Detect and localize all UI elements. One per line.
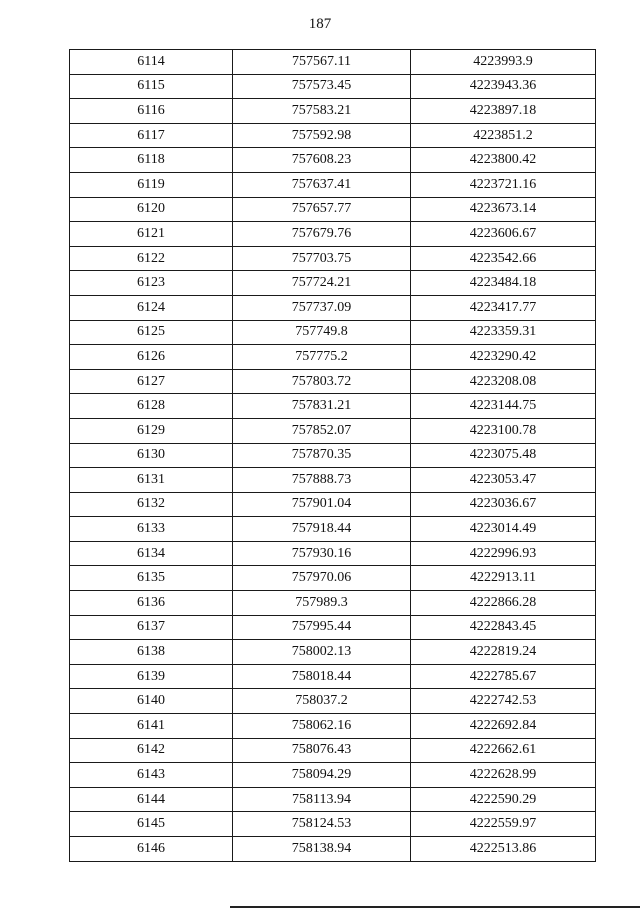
x-coordinate-cell: 757930.16 — [233, 541, 411, 566]
bottom-rule — [230, 906, 640, 908]
x-coordinate-cell: 758138.94 — [233, 837, 411, 862]
point-number-cell: 6142 — [70, 738, 233, 763]
x-coordinate-cell: 757803.72 — [233, 369, 411, 394]
y-coordinate-cell: 4222662.61 — [411, 738, 596, 763]
table-row — [70, 369, 596, 394]
y-coordinate-cell: 4223606.67 — [411, 222, 596, 247]
coordinate-table-body — [70, 50, 596, 862]
y-coordinate-cell: 4222819.24 — [411, 640, 596, 665]
point-number-cell: 6114 — [70, 50, 233, 75]
point-number-cell: 6143 — [70, 763, 233, 788]
x-coordinate-cell: 757870.35 — [233, 443, 411, 468]
x-coordinate-cell: 757637.41 — [233, 172, 411, 197]
table-row — [70, 517, 596, 542]
y-coordinate-cell: 4223943.36 — [411, 74, 596, 99]
point-number-cell: 6129 — [70, 418, 233, 443]
y-coordinate-cell: 4222513.86 — [411, 837, 596, 862]
y-coordinate-cell: 4222913.11 — [411, 566, 596, 591]
point-number-cell: 6146 — [70, 837, 233, 862]
y-coordinate-cell: 4222628.99 — [411, 763, 596, 788]
table-row — [70, 246, 596, 271]
y-coordinate-cell: 4223484.18 — [411, 271, 596, 296]
point-number-cell: 6144 — [70, 787, 233, 812]
table-row — [70, 418, 596, 443]
x-coordinate-cell: 757567.11 — [233, 50, 411, 75]
coordinate-table — [69, 49, 596, 862]
y-coordinate-cell: 4223359.31 — [411, 320, 596, 345]
y-coordinate-cell: 4223897.18 — [411, 99, 596, 124]
table-row — [70, 345, 596, 370]
point-number-cell: 6136 — [70, 591, 233, 616]
x-coordinate-cell: 757737.09 — [233, 295, 411, 320]
y-coordinate-cell: 4223417.77 — [411, 295, 596, 320]
x-coordinate-cell: 758094.29 — [233, 763, 411, 788]
y-coordinate-cell: 4223542.66 — [411, 246, 596, 271]
table-row — [70, 664, 596, 689]
table-row — [70, 123, 596, 148]
y-coordinate-cell: 4222742.53 — [411, 689, 596, 714]
table-row — [70, 787, 596, 812]
table-row — [70, 468, 596, 493]
point-number-cell: 6132 — [70, 492, 233, 517]
x-coordinate-cell: 757989.3 — [233, 591, 411, 616]
table-row — [70, 197, 596, 222]
point-number-cell: 6125 — [70, 320, 233, 345]
x-coordinate-cell: 757831.21 — [233, 394, 411, 419]
y-coordinate-cell: 4223673.14 — [411, 197, 596, 222]
point-number-cell: 6133 — [70, 517, 233, 542]
x-coordinate-cell: 757583.21 — [233, 99, 411, 124]
table-row — [70, 394, 596, 419]
x-coordinate-cell: 757970.06 — [233, 566, 411, 591]
table-row — [70, 640, 596, 665]
point-number-cell: 6130 — [70, 443, 233, 468]
point-number-cell: 6120 — [70, 197, 233, 222]
x-coordinate-cell: 757657.77 — [233, 197, 411, 222]
x-coordinate-cell: 757608.23 — [233, 148, 411, 173]
x-coordinate-cell: 757724.21 — [233, 271, 411, 296]
x-coordinate-cell: 757703.75 — [233, 246, 411, 271]
y-coordinate-cell: 4223993.9 — [411, 50, 596, 75]
point-number-cell: 6135 — [70, 566, 233, 591]
y-coordinate-cell: 4223290.42 — [411, 345, 596, 370]
x-coordinate-cell: 757995.44 — [233, 615, 411, 640]
y-coordinate-cell: 4223851.2 — [411, 123, 596, 148]
x-coordinate-cell: 758113.94 — [233, 787, 411, 812]
y-coordinate-cell: 4223053.47 — [411, 468, 596, 493]
x-coordinate-cell: 758124.53 — [233, 812, 411, 837]
x-coordinate-cell: 758018.44 — [233, 664, 411, 689]
x-coordinate-cell: 758062.16 — [233, 714, 411, 739]
y-coordinate-cell: 4222785.67 — [411, 664, 596, 689]
table-row — [70, 492, 596, 517]
y-coordinate-cell: 4222843.45 — [411, 615, 596, 640]
x-coordinate-cell: 757888.73 — [233, 468, 411, 493]
x-coordinate-cell: 757573.45 — [233, 74, 411, 99]
table-row — [70, 295, 596, 320]
point-number-cell: 6123 — [70, 271, 233, 296]
y-coordinate-cell: 4223100.78 — [411, 418, 596, 443]
y-coordinate-cell: 4223036.67 — [411, 492, 596, 517]
x-coordinate-cell: 758076.43 — [233, 738, 411, 763]
y-coordinate-cell: 4223208.08 — [411, 369, 596, 394]
point-number-cell: 6138 — [70, 640, 233, 665]
table-row — [70, 812, 596, 837]
table-row — [70, 271, 596, 296]
point-number-cell: 6124 — [70, 295, 233, 320]
table-row — [70, 99, 596, 124]
y-coordinate-cell: 4222559.97 — [411, 812, 596, 837]
x-coordinate-cell: 758037.2 — [233, 689, 411, 714]
point-number-cell: 6141 — [70, 714, 233, 739]
x-coordinate-cell: 757749.8 — [233, 320, 411, 345]
point-number-cell: 6118 — [70, 148, 233, 173]
table-row — [70, 222, 596, 247]
point-number-cell: 6122 — [70, 246, 233, 271]
y-coordinate-cell: 4223014.49 — [411, 517, 596, 542]
y-coordinate-cell: 4222590.29 — [411, 787, 596, 812]
table-row — [70, 591, 596, 616]
point-number-cell: 6140 — [70, 689, 233, 714]
y-coordinate-cell: 4223144.75 — [411, 394, 596, 419]
point-number-cell: 6131 — [70, 468, 233, 493]
table-row — [70, 615, 596, 640]
table-row — [70, 738, 596, 763]
point-number-cell: 6121 — [70, 222, 233, 247]
point-number-cell: 6128 — [70, 394, 233, 419]
y-coordinate-cell: 4223075.48 — [411, 443, 596, 468]
y-coordinate-cell: 4223721.16 — [411, 172, 596, 197]
x-coordinate-cell: 757918.44 — [233, 517, 411, 542]
table-row — [70, 74, 596, 99]
table-row — [70, 714, 596, 739]
x-coordinate-cell: 757852.07 — [233, 418, 411, 443]
point-number-cell: 6139 — [70, 664, 233, 689]
y-coordinate-cell: 4223800.42 — [411, 148, 596, 173]
point-number-cell: 6116 — [70, 99, 233, 124]
table-row — [70, 689, 596, 714]
table-row — [70, 443, 596, 468]
page-number: 187 — [308, 16, 332, 32]
table-row — [70, 148, 596, 173]
x-coordinate-cell: 757775.2 — [233, 345, 411, 370]
y-coordinate-cell: 4222866.28 — [411, 591, 596, 616]
table-row — [70, 763, 596, 788]
point-number-cell: 6126 — [70, 345, 233, 370]
table-row — [70, 566, 596, 591]
y-coordinate-cell: 4222996.93 — [411, 541, 596, 566]
y-coordinate-cell: 4222692.84 — [411, 714, 596, 739]
table-row — [70, 541, 596, 566]
point-number-cell: 6117 — [70, 123, 233, 148]
point-number-cell: 6115 — [70, 74, 233, 99]
table-row — [70, 837, 596, 862]
point-number-cell: 6119 — [70, 172, 233, 197]
table-row — [70, 50, 596, 75]
table-row — [70, 172, 596, 197]
table-row — [70, 320, 596, 345]
x-coordinate-cell: 757679.76 — [233, 222, 411, 247]
point-number-cell: 6127 — [70, 369, 233, 394]
x-coordinate-cell: 757901.04 — [233, 492, 411, 517]
point-number-cell: 6137 — [70, 615, 233, 640]
x-coordinate-cell: 758002.13 — [233, 640, 411, 665]
point-number-cell: 6134 — [70, 541, 233, 566]
point-number-cell: 6145 — [70, 812, 233, 837]
x-coordinate-cell: 757592.98 — [233, 123, 411, 148]
